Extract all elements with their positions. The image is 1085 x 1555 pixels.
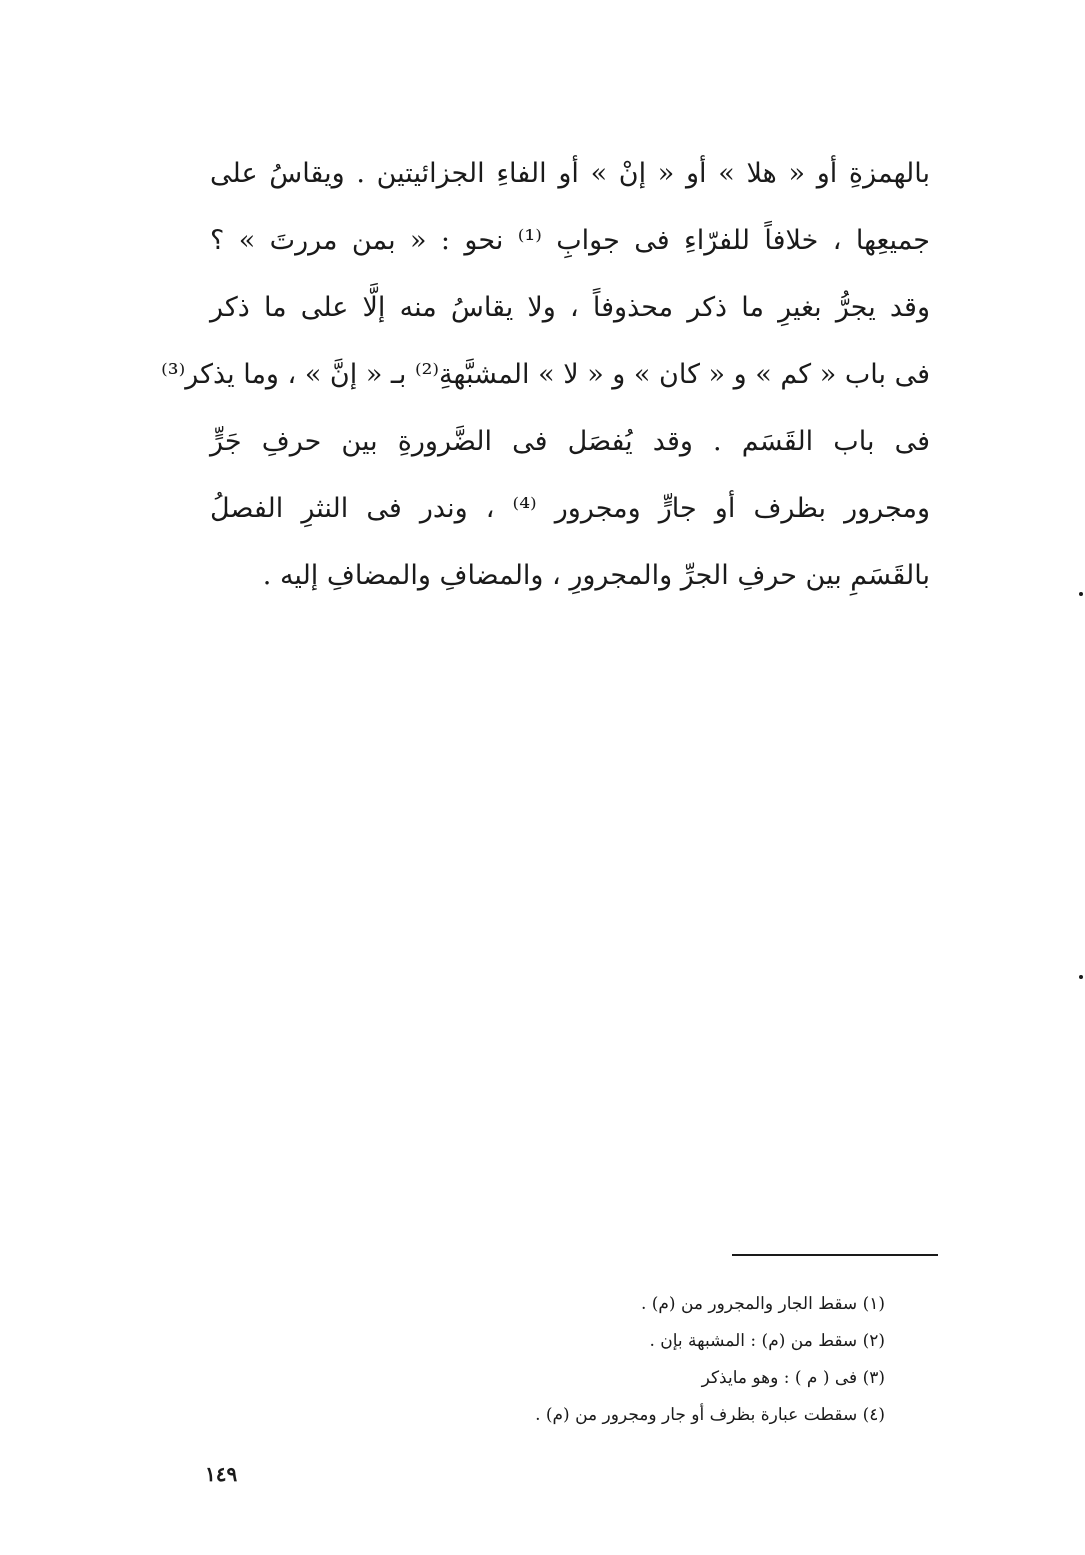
footnote-separator [732, 1254, 938, 1256]
text-line: ومجرور بظرف أو جارٍّ ومجرور ⁽⁴⁾ ، وندر فى النثرِ الفصلُ [210, 493, 930, 524]
text-line: وقد يجرُّ بغيرِ ما ذكر محذوفاً ، ولا يقاسُ منه إلَّا على ما ذكر [210, 292, 930, 323]
scan-speck [1079, 975, 1083, 979]
scan-speck [1079, 592, 1083, 596]
footnote: (٢) سقط من (م) : المشبهة بإن . [649, 1331, 885, 1351]
text-line: بالهمزةِ أو « هلا » أو « إنْ » أو الفاءِ الجزائيتين . ويقاسُ على [210, 158, 930, 189]
footnote: (١) سقط الجار والمجرور من (م) . [640, 1294, 885, 1314]
text-line: فى باب القَسَم . وقد يُفصَل فى الضَّرورةِ بين حرفِ جَرٍّ [210, 426, 930, 457]
page-number: ١٤٩ [205, 1462, 238, 1486]
text-line: فى باب « كم » و « كان » و « لا » المشبَّهةِ⁽²⁾ بـ « إنَّ » ، وما يذكر⁽³⁾ [161, 359, 930, 390]
text-line: جميعِها ، خلافاً للفرّاءِ فى جوابِ ⁽¹⁾ نحو : « بمن مررتَ » ؟ [210, 225, 930, 256]
footnote: (٣) فى ( م ) : وهو مايذكر [701, 1368, 885, 1388]
footnotes-block [445, 1286, 885, 1434]
text-line: بالقَسَمِ بين حرفِ الجرِّ والمجرورِ ، والمضافِ والمضافِ إليه . [262, 560, 930, 591]
footnote: (٤) سقطت عبارة بظرف أو جار ومجرور من (م) . [535, 1405, 885, 1425]
main-text-block [161, 140, 930, 609]
